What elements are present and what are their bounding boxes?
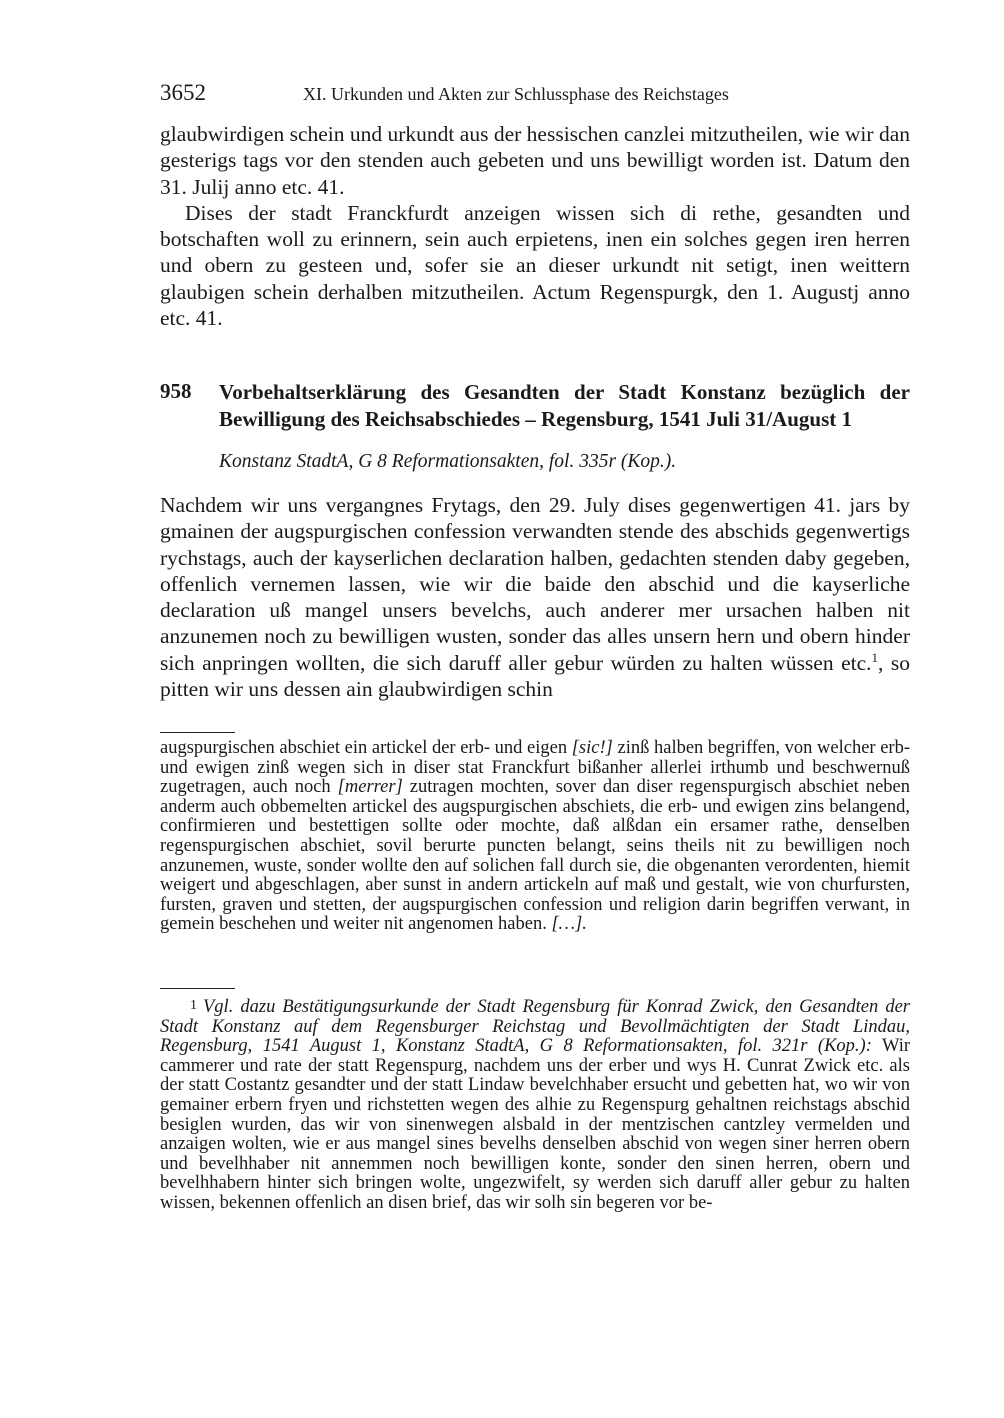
footnote-separator — [160, 732, 235, 733]
footnote-marker[interactable]: 1 — [871, 649, 879, 665]
document-text-main: Nachdem wir uns vergangnes Frytags, den 29. July dises gegenwertigen 41. jars by gmainen der augspurgischen confession verwandten stende des abschids gegenwertigs rychstags, auch der kayserlichen declaration halben, gedachten stenden daby gegeben, offenlich vernemen lassen, wie wir die baide den abschid und die kayserliche declaration uß mangel unsers bevelchs, auch anderer mer ursachen halben nit anzunemen noch zu bewilligen wusten, sonder das alles unsern hern und obern hinder sich anpringen wollten, die sich daruff aller gebur würden zu halten wüssen etc. — [160, 493, 910, 675]
page-number: 3652 — [160, 80, 206, 105]
running-title: XI. Urkunden und Akten zur Schlussphase des Reichstages — [303, 84, 729, 104]
intro-paragraph-2: Dises der stadt Franckfurdt anzeigen wissen sich di rethe, gesandten und botschaften woll zu erinnern, sein auch erpietens, inen ein solches gegen iren herren und obern zu gesteen und, sofer sie an dieser urkundt nit setigt, inen weittern glaubigen schein derhalben mitzutheilen. Actum Regenspurgk, den 1. Augustj anno etc. 41. — [160, 200, 910, 331]
editorial-mark: [merrer] — [337, 777, 403, 798]
footnote-1 — [160, 996, 910, 1214]
document-number: 958 — [160, 379, 192, 403]
footnote-text: augspurgischen abschiet ein artickel der erb- und eigen — [160, 738, 572, 758]
footnote-citation: Vgl. dazu Bestätigungsurkunde der Stadt Regensburg für Konrad Zwick, den Gesandten der Stadt Konstanz auf dem Regensburger Reichstag und Bevollmächtigten der Stadt Lindau, Regensburg, 1541 August 1, Konstanz StadtA, G 8 Reformationsakten, fol. 321r (Kop.): — [160, 997, 910, 1057]
previous-document-ending — [160, 121, 910, 331]
footnote-continued — [160, 739, 910, 935]
running-header — [160, 80, 910, 110]
footnote-text: Wir cammerer und rate der statt Regenspurg, nachdem uns der erber und wys H. Cunrat Zwick etc. als der statt Costantz gesandter und der statt Lindaw bevelchhaber ersucht und gebetten hat, wo wir von gemainer erbern fryen und richstetten wegen des alhie zu Regenspurg gehaltnen reichstags abschid besiglen wurden, das wir von sinenwegen alsbald in der mentzischen cantzley vermelden und anzaigen wolten, wie er aus mangel sines bevelhs denselben abschid von wegen siner herren obern und bevelhhaber nit annemmen noch bewilligen konte, sonder den sinen herren, obern und bevelhhabern hinter sich bringen wolte, ungezwifelt, sy werden sich daruff aller gebur zu halten wissen, bekennen offenlich an disen brief, das wir solh sin begeren vor be- — [160, 1036, 910, 1213]
footnote-text: zinß halben begriffen, von welcher erb- und ewigen zinß wegen sich in diser stat Franckfurt bißanher allerlei irthumb und beschwernuß zugetragen, auch noch — [160, 738, 910, 798]
editorial-mark: […]. — [551, 914, 587, 935]
intro-paragraph-1: glaubwirdigen schein und urkundt aus der hessischen canzlei mitzutheilen, wie wir dan gesterigs tags vor den stenden auch gebeten und uns bewilligt worden ist. Datum den 31. Julij anno etc. 41. — [160, 122, 910, 199]
document-text — [160, 492, 910, 702]
document-title: Vorbehaltserklärung des Gesandten der Stadt Konstanz bezüglich der Bewilligung des Reichsabschiedes – Regensburg, 1541 Juli 31/August 1 — [219, 380, 910, 431]
footnote-text: zutragen mochten, sover dan diser regenspurgisch abschiet neben anderm auch obbemelten artickel des augspurgischen abschiets, die erb- und ewigen zins belangend, confirmieren und bestettigen sollte oder mochte, daß alßdan ein ersamer rathe, denselben regenspurgischen abschiet, sovil berurte puncten belangt, seins theils nit zu bewilligen noch anzunemen, wuste, sonder wollte den auf solichen fall durch sie, die obgenanten verordenten, hiemit weigert und abgeschlagen, aber sunst in andern artickeln auf maß und gestalt, wie von churfursten, fursten, graven und stetten, der augspurgischen confession und religion darin begriffen verwant, in gemein beschehen und weiter nit angenomen haben. — [160, 777, 910, 935]
document-text-continuation: , so pitten wir uns dessen ain glaubwirdigen schin — [160, 650, 910, 702]
footnote-number: 1 — [190, 998, 197, 1013]
footnote-separator — [160, 988, 235, 989]
editorial-mark: [sic!] — [571, 738, 613, 758]
document-source: Konstanz StadtA, G 8 Reformationsakten, fol. 335r (Kop.). — [219, 451, 677, 472]
